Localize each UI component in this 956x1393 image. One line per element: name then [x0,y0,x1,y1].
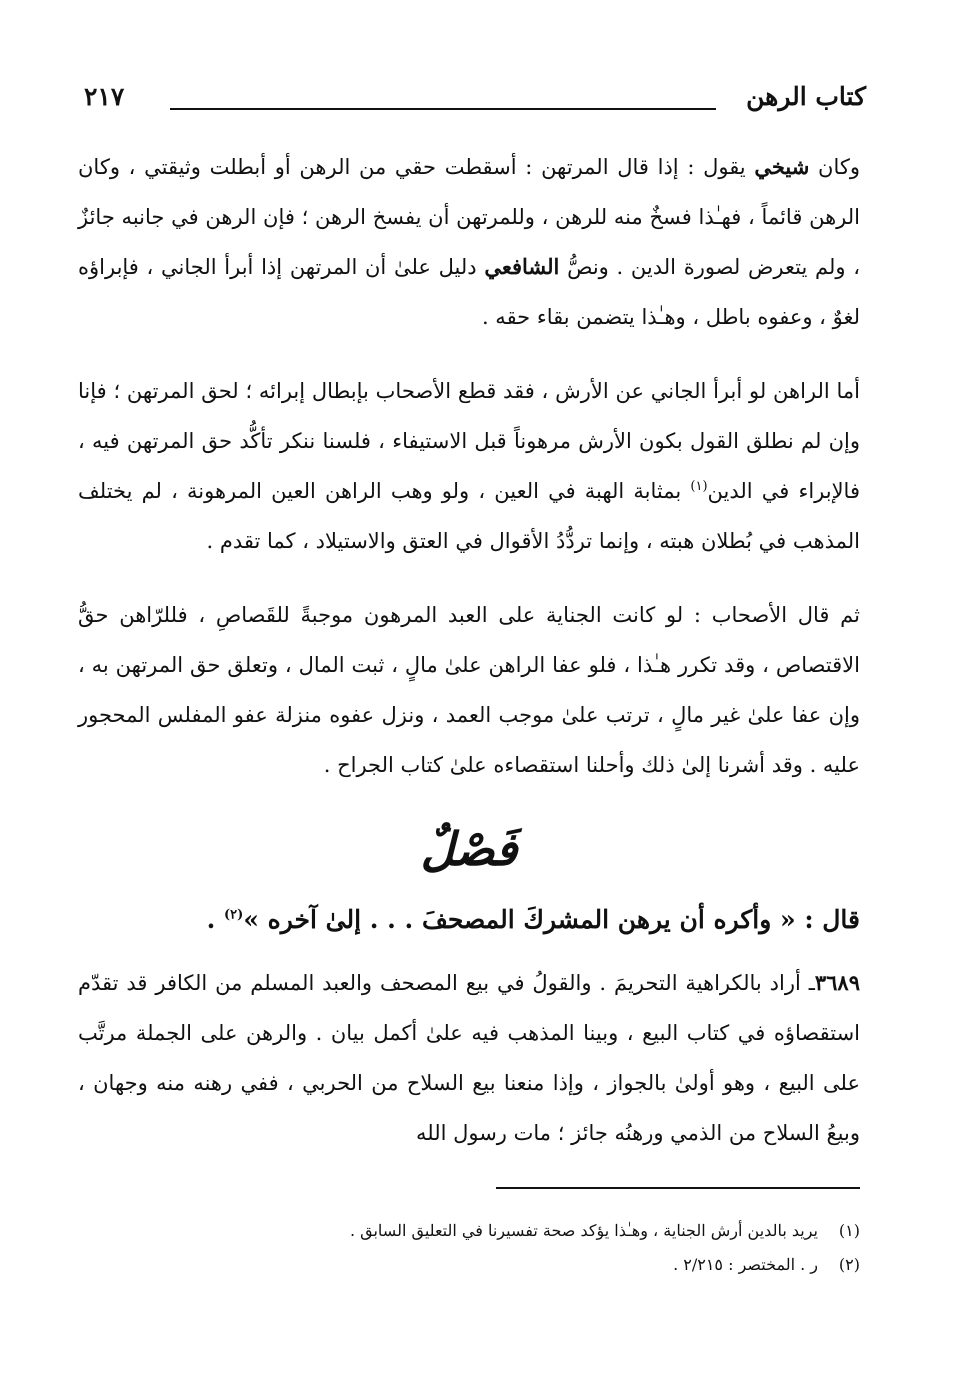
paragraph-2 [78,366,860,566]
paragraph-4-text: ـ أراد بالكراهية التحريمَ . والقولُ في بيع المصحف والعبد المسلم من الكافر قد تقدّم استقصاؤه في كتاب البيع ، وبينا المذهب فيه علىٰ أكمل بيان . والرهن على الجملة مرتَّب على البيع ، وهو أولىٰ بالجواز ، وإذا منعنا بيع السلاح من الحربي ، ففي رهنه منه وجهان ، وبيعُ السلاح من الذمي ورهنُه جائز ؛ مات رسول الله [78,971,860,1145]
header-rule [170,108,716,110]
section-quote [78,892,860,948]
section-quote-end: . [206,905,225,934]
paragraph-1-text-a: وكان [809,155,861,179]
page-number: ٢١٧ [84,82,125,111]
page-body [78,142,860,1182]
footnote-2-number: (٢) [838,1255,860,1274]
section-quote-text: قال : « وأكره أن يرهن المشركَ المصحفَ . . . إلىٰ آخره » [243,905,860,934]
footnotes [78,1214,860,1282]
footnote-ref-1: (١) [690,479,708,494]
footnote-1-text: يريد بالدين أرش الجناية ، وهـٰذا يؤكد صحة تفسيرنا في التعليق السابق . [349,1221,818,1240]
section-heading-fasl: فَصْلٌ [420,822,518,876]
footnote-1 [78,1214,860,1248]
bold-term-shaykhi: شيخي [754,154,810,179]
paragraph-1 [78,142,860,342]
paragraph-2-text-a: أما الراهن لو أبرأ الجاني عن الأرش ، فقد قطع الأصحاب بإبطال إبرائه ؛ لحق المرتهن ؛ فإنا وإن لم نطلق القول بكون الأرش مرهوناً قبل الاستيفاء ، فلسنا ننكر تأكُّد حق المرتهن فيه ، فالإبراء في الدين [78,379,860,503]
paragraph-3: ثم قال الأصحاب : لو كانت الجناية على العبد المرهون موجبةً للقَصاصِ ، فللرّاهن حقُّ الاقتصاص ، وقد تكرر هـٰذا ، فلو عفا الراهن علىٰ مالٍ ، ثبت المال ، وتعلق حق المرتهن به ، وإن عفا علىٰ غير مالٍ ، ترتب علىٰ موجب العمد ، ونزل عفوه منزلة عفو المفلس المحجور عليه . وقد أشرنا إلىٰ ذلك وأحلنا استقصاءه علىٰ كتاب الجراح . [78,603,860,777]
paragraph-4 [78,958,860,1158]
footnote-ref-2: (٢) [224,907,244,923]
footnote-1-number: (١) [838,1221,860,1240]
footnote-separator [496,1187,860,1189]
paragraph-1-text-c: دليل علىٰ أن المرتهن إذا أبرأ الجاني ، فإبراؤه لغوٌ ، وعفوه باطل ، وهـٰذا يتضمن بقاء حقه . [78,255,860,329]
paragraph-1-text-b: يقول : إذا قال المرتهن : أسقطت حقي من الرهن أو أبطلت وثيقتي ، وكان الرهن قائماً ، فهـٰذا فسخٌ منه للرهن ، وللمرتهن أن يفسخ الرهن ؛ فإن الرهن في جانبه جائزٌ ، ولم يتعرض لصورة الدين . ونصُّ [78,155,860,279]
page-header [84,82,866,122]
paragraph-2-text-b: بمثابة الهبة في العين ، ولو وهب الراهن العين المرهونة ، لم يختلف المذهب في بُطلان هبته ، وإنما تردُّدُ الأقوال في العتق والاستيلاد ، كما تقدم . [78,479,860,553]
issue-number: ٣٦٨٩ [814,970,860,995]
bold-term-shafii: الشافعي [484,254,560,279]
footnote-2 [78,1248,860,1282]
running-title: كتاب الرهن [746,82,866,111]
footnote-2-text: ر . المختصر : ٢/٢١٥ . [673,1255,818,1274]
